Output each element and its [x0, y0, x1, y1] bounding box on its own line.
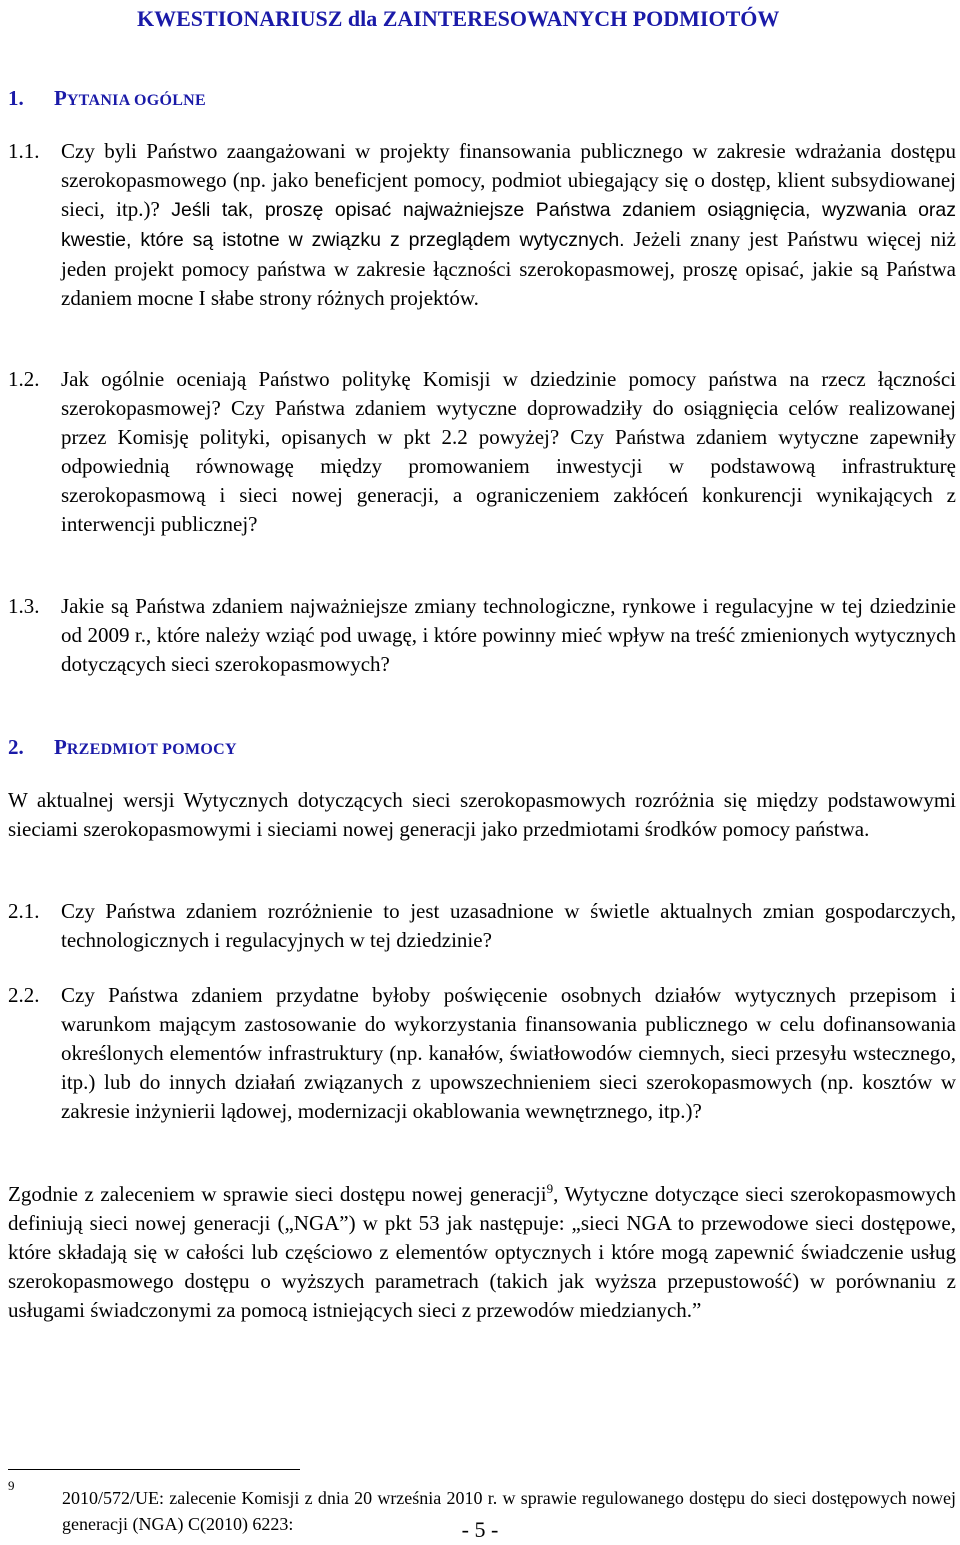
section-2-number: 2. [8, 735, 24, 759]
section-1-heading-rest: YTANIA OGÓLNE [66, 92, 207, 109]
question-text-part-3: Jeżeli znany jest Państwu więcej niż jeden projekt pomocy państwa w zakresie łączności szerokopasmowej, proszę opisać, jakie są Państwa zdaniem mocne I słabe strony różnych projektów. [61, 227, 956, 310]
question-text: Czy Państwa zdaniem przydatne byłoby poświęcenie osobnych działów wytycznych przepisom i warunkom mającym zastosowanie do wykorzystania finansowania publicznego w celu dofinansowania określonych elementów infrastruktury (np. kanałów, światłowodów ciemnych, sieci przesyłu wstecznego, itp.) lub do innych działań związanych z upowszechnieniem sieci szerokopasmowych (np. kosztów w zakresie inżynierii lądowej, modernizacji okablowania wewnętrznego, itp.)? [61, 983, 956, 1123]
question-1-1 [8, 137, 956, 313]
question-text: Jakie są Państwa zdaniem najważniejsze zmiany technologiczne, rynkowe i regulacyjne w tej dziedzinie od 2009 r., które należy wziąć pod uwagę, i które powinny mieć wpływ na treść zmienionych wytycznych dotyczących sieci szerokopasmowych? [61, 594, 956, 676]
question-number: 1.3. [8, 594, 40, 618]
section-1-heading [8, 84, 608, 115]
document-title: KWESTIONARIUSZ dla ZAINTERESOWANYCH PODMIOTÓW [137, 6, 780, 31]
page-number: - 5 - [461, 1517, 499, 1542]
paragraph-text-part-2: , Wytyczne dotyczące sieci szerokopasmowych definiują sieci nowej generacji („NGA”) w pkt 53 jak następuje: „sieci NGA to przewodowe sieci dostępowe, które składają się w całości lub częściowo z elementów optycznych i które mogą zapewnić świadczenie usług szerokopasmowego dostępu o wyższych parametrach (takich jak wyższa przepustowość) w porównaniu z usługami świadczonymi za pomocą istniejących sieci z przewodów miedzianych.” [8, 1182, 956, 1322]
section-2-intro: W aktualnej wersji Wytycznych dotyczących sieci szerokopasmowych rozróżnia się między podstawowymi sieciami szerokopasmowymi i sieciami nowej generacji jako przedmiotami środków pomocy państwa. [8, 788, 956, 841]
question-text-part-1: Czy byli Państwo zaangażowani w projekty finansowania publicznego w zakresie wdrażania dostępu szerokopasmowego (np. jako beneficjent pomocy, podmiot ubiegający się o dostęp, klient subsydiowanej sieci, itp.)? [61, 139, 956, 221]
section-1-number: 1. [8, 86, 24, 110]
paragraph-text-part-1: Zgodnie z zaleceniem w sprawie sieci dostępu nowej generacji [8, 1182, 547, 1206]
question-text: Czy Państwa zdaniem rozróżnienie to jest uzasadnione w świetle aktualnych zmian gospodarczych, technologicznych i regulacyjnych w tej dziedzinie? [61, 899, 956, 952]
footnote-reference[interactable]: 9 [546, 1181, 554, 1196]
question-text: Jak ogólnie oceniają Państwo politykę Komisji w dziedzinie pomocy państwa na rzecz łączności szerokopasmowej? Czy Państwa zdaniem wytyczne doprowadziły do osiągnięcia celów realizowanej przez Komisję polityki, opisanych w pkt 2.2 powyżej? Czy Państwa zdaniem wytyczne zapewniły odpowiednią równowagę między promowaniem inwestycji w podstawową infrastrukturę szerokopasmową i sieci nowej generacji, a ograniczeniem zakłóceń konkurencji wynikających z interwencji publicznej? [61, 367, 956, 536]
question-1-2 [8, 365, 956, 539]
question-number: 2.2. [8, 983, 40, 1007]
question-2-2 [8, 981, 956, 1126]
section-2-heading [8, 733, 608, 764]
section-2-heading-initial: P [54, 735, 67, 759]
question-number: 1.2. [8, 367, 40, 391]
section-2-heading-rest: RZEDMIOT POMOCY [66, 741, 237, 758]
ngа-definition-paragraph [8, 1180, 956, 1325]
question-number: 1.1. [8, 139, 40, 163]
question-text [61, 137, 956, 313]
question-text-part-2: Jeśli tak, proszę opisać najważniejsze Państwa zdaniem osiągnięcia, wyzwania oraz kwestie, które są istotne w związku z przeglądem wytycznych. [61, 199, 956, 251]
question-number: 2.1. [8, 899, 40, 923]
footnote-separator [8, 1469, 300, 1470]
footnote-text: 2010/572/UE: zalecenie Komisji z dnia 20 września 2010 r. w sprawie regulowanego dostępu do sieci dostępowych nowej generacji (NGA) C(2010) 6223: [62, 1488, 956, 1534]
section-1-heading-initial: P [54, 86, 67, 110]
question-2-1 [8, 897, 956, 955]
footnote-mark: 9 [8, 1478, 15, 1493]
question-1-3 [8, 592, 956, 679]
